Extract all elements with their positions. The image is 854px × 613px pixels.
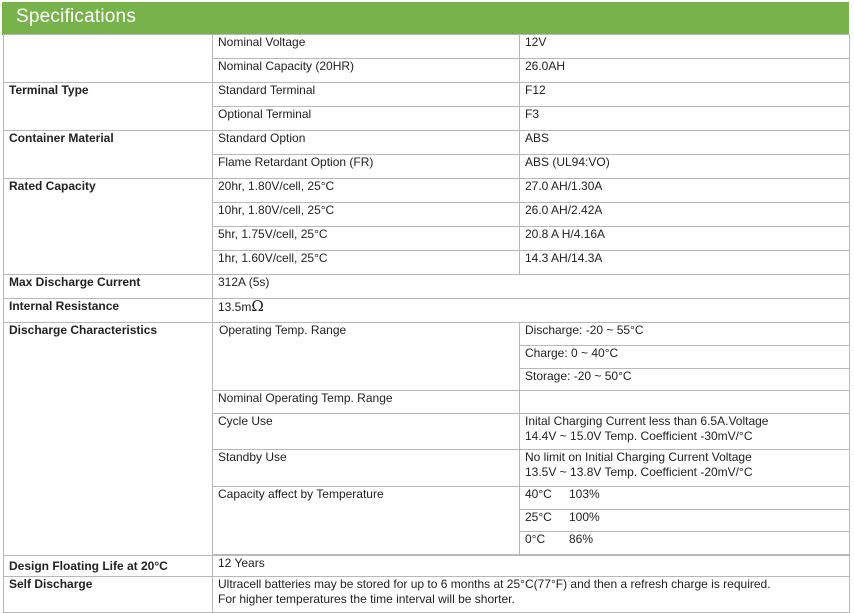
storage-temp-value: Storage: -20 ~ 50°C (520, 369, 850, 391)
standby-use-line: No limit on Initial Charging Current Voltage (525, 450, 752, 464)
standard-option-value: ABS (520, 131, 850, 155)
table-row (4, 83, 850, 107)
nominal-voltage-label: Nominal Voltage (213, 35, 520, 59)
standby-use-value (520, 450, 850, 487)
capacity-pct: 103% (569, 487, 600, 501)
operating-temp-label: Operating Temp. Range (213, 323, 520, 391)
rated-capacity-condition: 5hr, 1.75V/cell, 25°C (213, 227, 520, 251)
discharge-characteristics-label: Discharge Characteristics (4, 323, 213, 556)
nominal-voltage-value: 12V (520, 35, 850, 59)
cycle-use-label: Cycle Use (213, 414, 520, 450)
capacity-temp-label: Capacity affect by Temperature (213, 487, 520, 555)
table-row (4, 556, 850, 577)
max-discharge-label: Max Discharge Current (4, 275, 213, 299)
optional-terminal-label: Optional Terminal (213, 107, 520, 131)
table-row (4, 179, 850, 203)
standby-use-line: 13.5V ~ 13.8V Temp. Coefficient -20mV/°C (525, 465, 753, 479)
self-discharge-value (213, 577, 850, 613)
nominal-operating-temp-value (520, 391, 850, 414)
nominal-capacity-value: 26.0AH (520, 59, 850, 83)
capacity-pct: 100% (569, 510, 600, 524)
specifications-header (2, 2, 849, 35)
charge-temp-value: Charge: 0 ~ 40°C (520, 346, 850, 369)
rated-capacity-condition: 1hr, 1.60V/cell, 25°C (213, 251, 520, 275)
rated-capacity-label: Rated Capacity (4, 179, 213, 275)
nominal-operating-temp-label: Nominal Operating Temp. Range (213, 391, 520, 414)
self-discharge-line: Ultracell batteries may be stored for up to 6 months at 25°C(77°F) and then a refresh charge is required. (218, 577, 771, 591)
table-row (4, 275, 850, 299)
specifications-table (3, 34, 850, 613)
flame-retardant-label: Flame Retardant Option (FR) (213, 155, 520, 179)
container-material-label: Container Material (4, 131, 213, 179)
internal-resistance-cell (213, 299, 850, 323)
discharge-temp-value: Discharge: -20 ~ 55°C (520, 323, 850, 346)
internal-resistance-value: 13.5m (218, 300, 252, 314)
capacity-pct: 86% (569, 532, 594, 546)
capacity-temp-value (520, 510, 850, 532)
capacity-temp-value (520, 487, 850, 510)
rated-capacity-condition: 20hr, 1.80V/cell, 25°C (213, 179, 520, 203)
nominal-capacity-label: Nominal Capacity (20HR) (213, 59, 520, 83)
design-life-label: Design Floating Life at 20°C (4, 556, 213, 577)
page-title: Specifications (16, 6, 137, 27)
capacity-temp: 0°C (525, 532, 546, 546)
table-row (4, 323, 850, 346)
rated-capacity-value: 20.8 A H/4.16A (520, 227, 850, 251)
capacity-temp-value (520, 532, 850, 555)
table-row (4, 299, 850, 323)
rated-capacity-condition: 10hr, 1.80V/cell, 25°C (213, 203, 520, 227)
rated-capacity-value: 27.0 AH/1.30A (520, 179, 850, 203)
table-row (4, 131, 850, 155)
rated-capacity-value: 14.3 AH/14.3A (520, 251, 850, 275)
ohm-symbol: Ω (251, 298, 264, 315)
terminal-type-label: Terminal Type (4, 83, 213, 131)
standard-terminal-label: Standard Terminal (213, 83, 520, 107)
rated-capacity-value: 26.0 AH/2.42A (520, 203, 850, 227)
standard-option-label: Standard Option (213, 131, 520, 155)
cycle-use-line: 14.4V ~ 15.0V Temp. Coefficient -30mV/°C (525, 429, 753, 443)
flame-retardant-value: ABS (UL94:VO) (520, 155, 850, 179)
capacity-temp: 25°C (525, 510, 552, 524)
self-discharge-label: Self Discharge (4, 577, 213, 613)
max-discharge-value: 312A (5s) (213, 275, 850, 299)
design-life-value: 12 Years (213, 556, 850, 577)
row-label-empty (4, 35, 213, 83)
self-discharge-line: For higher temperatures the time interval will be shorter. (218, 592, 515, 606)
cycle-use-line: Inital Charging Current less than 6.5A.Voltage (525, 414, 769, 428)
standard-terminal-value: F12 (520, 83, 850, 107)
table-row (4, 35, 850, 59)
optional-terminal-value: F3 (520, 107, 850, 131)
table-row (4, 577, 850, 613)
standby-use-label: Standby Use (213, 450, 520, 487)
cycle-use-value (520, 414, 850, 450)
capacity-temp: 40°C (525, 487, 552, 501)
internal-resistance-label: Internal Resistance (4, 299, 213, 323)
